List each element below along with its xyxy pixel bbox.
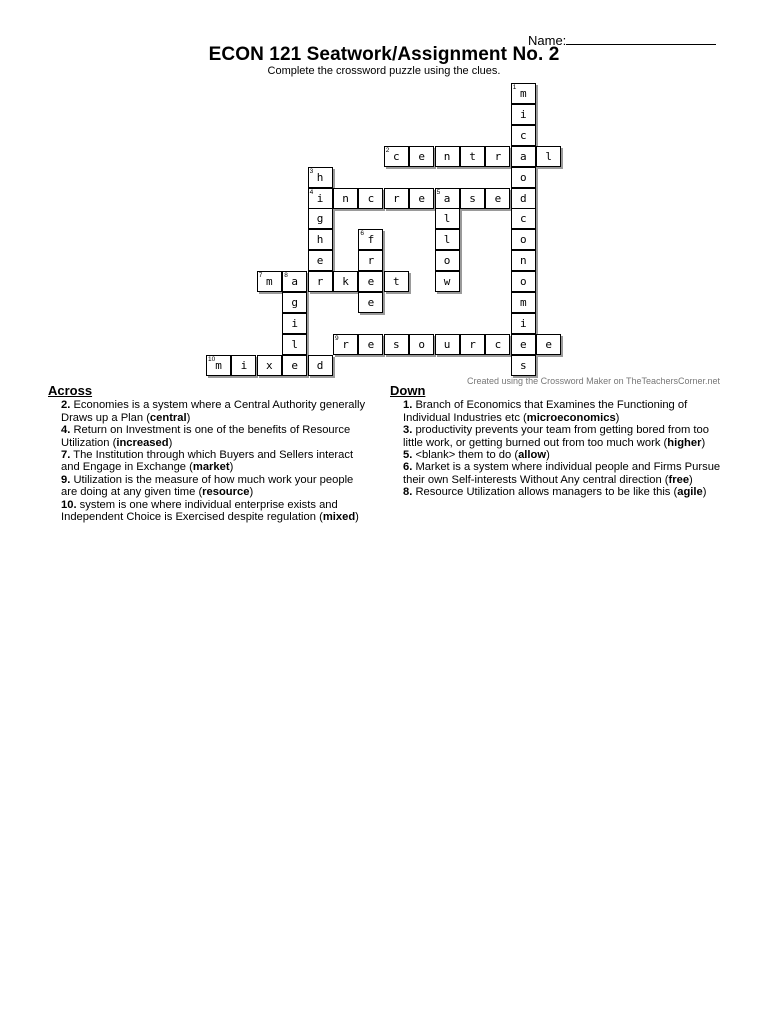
crossword-cell: [435, 208, 460, 229]
cell-number: 2: [385, 146, 390, 154]
clue-number: 4.: [61, 424, 71, 437]
clue-end: ): [186, 411, 191, 424]
crossword-cell: [333, 188, 358, 209]
crossword-cell: [536, 146, 561, 167]
crossword-cell: [511, 229, 536, 250]
cell-letter: e: [545, 337, 552, 351]
name-label: Name:: [528, 33, 567, 48]
crossword-cell: [308, 355, 333, 376]
crossword-cell: [409, 334, 434, 355]
crossword-cell: [308, 250, 333, 271]
cell-letter: w: [443, 275, 451, 289]
crossword-cell: [384, 146, 409, 167]
clue-text: Market is a system where individual people and Firms Pursue their own Self-interests Without Any central direction (: [403, 461, 721, 486]
cell-letter: r: [469, 337, 476, 351]
clue-item: [390, 424, 725, 449]
crossword-cell: [358, 271, 383, 292]
crossword-cell: [308, 188, 333, 209]
cell-number: 10: [208, 355, 216, 363]
crossword-cell: [511, 146, 536, 167]
clue-answer: mixed: [322, 511, 356, 524]
cell-letter: a: [291, 275, 298, 289]
cell-letter: o: [519, 275, 527, 289]
cell-letter: e: [291, 358, 298, 372]
clue-number: 5.: [403, 449, 413, 462]
cell-letter: g: [316, 212, 324, 226]
crossword-cell: [257, 355, 282, 376]
crossword-cell: [358, 229, 383, 250]
instructions: Complete the crossword puzzle using the clues.: [267, 65, 501, 77]
cell-letter: i: [316, 191, 324, 205]
cell-letter: o: [519, 233, 527, 247]
crossword-cell: [511, 250, 536, 271]
clue-item: [390, 461, 725, 486]
clue-text: The Institution through which Buyers and Sellers interact and Engage in Exchange (: [61, 449, 354, 474]
cell-letter: s: [392, 337, 400, 351]
cell-number: 9: [335, 334, 339, 342]
cell-letter: m: [215, 358, 222, 372]
clue-item: [48, 499, 368, 524]
crossword-cell: [435, 188, 460, 209]
clue-number: 3.: [403, 424, 413, 437]
crossword-cell: [384, 334, 409, 355]
clue-text: system is one where individual enterprise exists and Independent Choice is Exercised despite regulation (: [61, 498, 338, 524]
cell-letter: m: [519, 87, 527, 100]
clue-item: [390, 486, 725, 498]
crossword-cell: [511, 188, 536, 209]
clue-answer: increased: [116, 436, 169, 449]
clue-number: 7.: [61, 449, 71, 462]
cell-letter: r: [367, 254, 375, 268]
cell-letter: l: [443, 212, 451, 226]
clue-number: 1.: [403, 399, 413, 412]
cell-letter: c: [392, 149, 400, 163]
crossword-cell: [282, 355, 307, 376]
crossword-cell: [485, 146, 510, 167]
crossword-cell: [308, 271, 333, 292]
clue-number: 2.: [61, 399, 71, 412]
crossword-cell: [358, 250, 383, 271]
clue-text: Economies is a system where a Central Authority generally Draws up a Plan (: [61, 399, 366, 424]
down-clue-list: [390, 399, 725, 498]
crossword-cell: [511, 334, 536, 355]
crossword-cell: [536, 334, 561, 355]
clue-number: 9.: [61, 473, 71, 486]
crossword-cell: [358, 334, 383, 355]
down-heading: Down: [390, 383, 426, 398]
clue-text: Utilization is the measure of how much work your people are doing at any given time (: [61, 473, 354, 499]
clue-text: productivity prevents your team from getting bored from too little work, or getting burned out from too much work (: [403, 424, 709, 449]
clue-end: ): [229, 461, 234, 474]
cell-letter: c: [494, 337, 502, 351]
cell-letter: m: [265, 275, 273, 289]
clue-answer: agile: [677, 486, 703, 499]
cell-letter: l: [545, 149, 552, 163]
clue-number: 8.: [403, 486, 413, 499]
clue-answer: central: [149, 411, 187, 424]
clue-item: [390, 399, 725, 424]
cell-letter: e: [418, 191, 425, 205]
crossword-cell: [231, 355, 256, 376]
clue-end: ): [702, 486, 707, 499]
cell-letter: i: [291, 316, 298, 330]
crossword-cell: [435, 334, 460, 355]
crossword-cell: [333, 271, 358, 292]
crossword-cell: [485, 334, 510, 355]
clue-item: [48, 399, 368, 424]
crossword-cell: [435, 229, 460, 250]
cell-letter: o: [443, 254, 451, 268]
cell-number: 4: [309, 188, 314, 196]
crossword-cell: [409, 146, 434, 167]
cell-letter: c: [519, 212, 527, 226]
crossword-cell: [384, 271, 409, 292]
crossword-cell: [511, 208, 536, 229]
cell-letter: i: [519, 316, 527, 330]
cell-number: 7: [258, 272, 263, 280]
crossword-cell: [511, 125, 536, 146]
crossword-cell: [511, 313, 536, 334]
cell-letter: m: [519, 296, 527, 309]
crossword-grid: [0, 0, 768, 380]
cell-letter: e: [367, 275, 375, 289]
clue-number: 10.: [61, 498, 77, 511]
cell-letter: n: [519, 254, 527, 268]
page-title: ECON 121 Seatwork/Assignment No. 2: [208, 44, 560, 65]
cell-letter: o: [519, 170, 527, 184]
clue-item: [48, 424, 368, 449]
cell-number: 8: [284, 272, 288, 280]
cell-letter: e: [494, 191, 502, 205]
cell-letter: l: [291, 337, 298, 351]
cell-letter: n: [443, 149, 451, 163]
across-clue-list: [48, 399, 368, 523]
crossword-cell: [460, 334, 485, 355]
crossword-cell: [511, 167, 536, 188]
cell-letter: d: [519, 191, 527, 205]
cell-letter: g: [291, 296, 298, 309]
cell-letter: e: [316, 254, 324, 268]
clue-end: ): [701, 436, 706, 449]
crossword-cell: [282, 313, 307, 334]
cell-letter: n: [342, 191, 349, 205]
clue-answer: allow: [518, 449, 547, 462]
cell-number: 3: [309, 167, 314, 175]
cell-letter: k: [342, 275, 349, 289]
crossword-cell: [435, 271, 460, 292]
cell-letter: e: [519, 337, 527, 351]
clue-answer: higher: [667, 436, 702, 449]
crossword-cell: [282, 292, 307, 313]
clue-answer: resource: [202, 486, 250, 499]
crossword-cell: [511, 104, 536, 125]
cell-letter: h: [316, 233, 324, 247]
clue-end: ): [615, 411, 620, 424]
crossword-cell: [308, 229, 333, 250]
cell-letter: c: [519, 128, 527, 142]
cell-letter: c: [367, 191, 375, 205]
across-heading: Across: [48, 383, 93, 398]
crossword-cell: [282, 334, 307, 355]
clue-item: [390, 449, 725, 461]
crossword-cell: [282, 271, 307, 292]
clue-text: Resource Utilization allows managers to be like this (: [415, 486, 678, 499]
cell-letter: r: [392, 191, 400, 205]
cell-letter: a: [443, 191, 451, 205]
crossword-cell: [308, 208, 333, 229]
crossword-cell: [257, 271, 282, 292]
clue-text: Return on Investment is one of the benefits of Resource Utilization (: [61, 424, 351, 449]
credit-line: Created using the Crossword Maker on TheTeachersCorner.net: [467, 376, 720, 386]
cell-letter: x: [265, 358, 273, 372]
cell-letter: e: [367, 337, 375, 351]
clue-end: ): [168, 436, 173, 449]
cell-letter: d: [316, 358, 324, 372]
cell-letter: s: [469, 191, 476, 205]
across-clues: [48, 385, 368, 523]
clue-item: [48, 449, 368, 474]
crossword-cell: [409, 188, 434, 209]
cell-number: 5: [436, 188, 441, 196]
crossword-cell: [460, 188, 485, 209]
cell-letter: r: [316, 275, 324, 289]
clue-number: 6.: [403, 461, 413, 474]
cell-letter: l: [443, 233, 451, 247]
cell-letter: u: [443, 337, 451, 351]
clue-answer: free: [668, 473, 690, 486]
clue-answer: market: [192, 461, 230, 474]
cell-letter: e: [367, 296, 375, 309]
crossword-cell: [511, 271, 536, 292]
crossword-cell: [460, 146, 485, 167]
down-clues: [390, 385, 725, 499]
cell-letter: a: [519, 149, 527, 163]
crossword-cell: [435, 146, 460, 167]
cell-letter: r: [494, 149, 502, 163]
cell-letter: e: [418, 149, 425, 163]
cell-letter: t: [469, 149, 476, 163]
clue-end: ): [355, 511, 359, 524]
clue-text: <blank> them to do (: [415, 449, 519, 462]
cell-letter: t: [392, 275, 400, 289]
cell-letter: f: [367, 233, 375, 247]
clue-end: ): [689, 473, 693, 486]
clue-end: ): [546, 449, 550, 462]
crossword-cell: [485, 188, 510, 209]
clue-item: [48, 474, 368, 499]
clue-answer: microeconomics: [526, 411, 616, 424]
cell-letter: h: [316, 170, 324, 184]
cell-letter: s: [519, 358, 527, 372]
crossword-cell: [511, 355, 536, 376]
clue-text: Branch of Economics that Examines the Functioning of Individual Industries etc (: [403, 399, 688, 424]
crossword-cell: [511, 292, 536, 313]
cell-letter: r: [342, 337, 349, 351]
crossword-cell: [333, 334, 358, 355]
crossword-cell: [206, 355, 231, 376]
crossword-cell: [435, 250, 460, 271]
cell-number: 6: [360, 230, 365, 238]
clue-end: ): [249, 486, 254, 499]
crossword-cell: [358, 292, 383, 313]
crossword-cell: [308, 167, 333, 188]
cell-letter: i: [240, 358, 248, 372]
crossword-cell: [511, 83, 536, 104]
crossword-cell: [384, 188, 409, 209]
cell-letter: i: [519, 107, 527, 121]
cell-letter: o: [418, 337, 425, 351]
crossword-cell: [358, 188, 383, 209]
cell-number: 1: [512, 84, 517, 91]
